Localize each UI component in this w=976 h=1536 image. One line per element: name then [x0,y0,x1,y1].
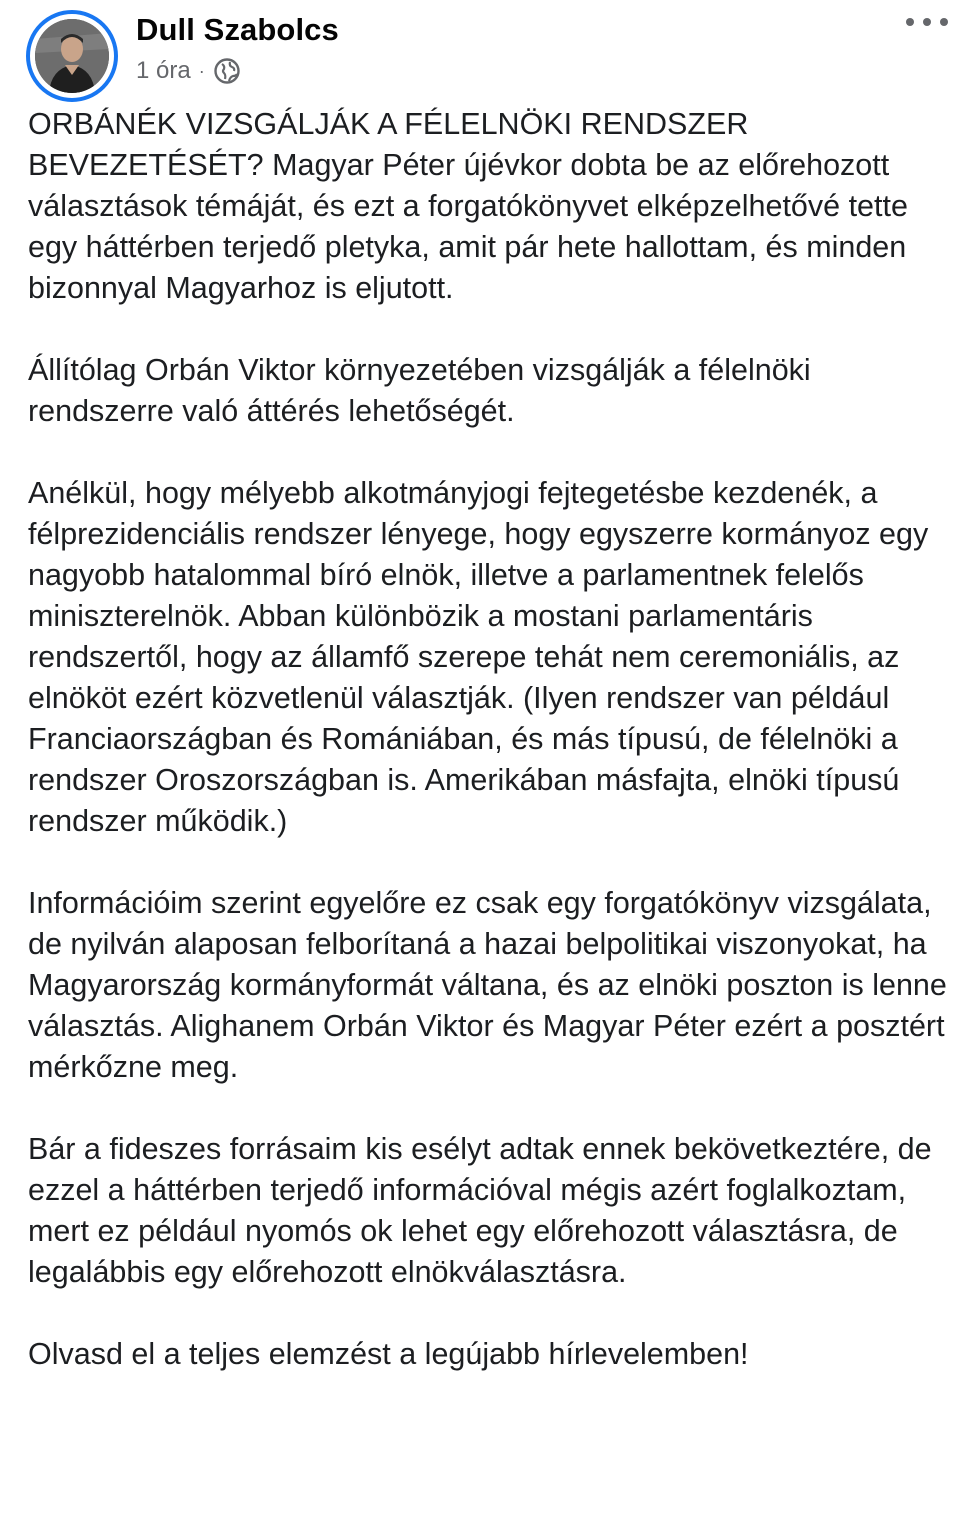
post-meta [136,56,241,86]
globe-icon[interactable] [213,57,241,85]
post-body [28,104,958,1416]
post-timestamp[interactable]: 1 óra [136,57,191,84]
avatar[interactable] [35,19,109,93]
post-paragraph: Állítólag Orbán Viktor környezetében vizsgálják a félelnöki rendszerre való áttérés lehetőségét. [28,353,811,428]
author-name[interactable]: Dull Szabolcs [136,12,339,47]
post-paragraph: Információim szerint egyelőre ez csak egy forgatókönyv vizsgálata, de nyilván alaposan felborítaná a hazai belpolitikai viszonyokat, ha Magyarország kormányformát váltana, és az elnöki poszton is lenne választás. Alighanem Orbán Viktor és Magyar Péter ezért a posztért mérkőzne meg. [28,886,947,1084]
post-header [0,0,976,100]
avatar-story-ring[interactable] [26,10,118,102]
post-paragraph: Olvasd el a teljes elemzést a legújabb hírlevelemben! [28,1337,749,1371]
avatar-person-icon [35,19,109,93]
meta-separator: · [198,60,205,81]
post-paragraph: Bár a fideszes forrásaim kis esélyt adtak ennek bekövetkeztére, de ezzel a háttérben terjedő információval mégis azért foglalkoztam, mert ez például nyomós ok lehet egy előrehozott választásra, de legalábbis egy előrehozott elnökválasztásra. [28,1132,932,1289]
more-options-icon[interactable] [906,10,948,34]
post-paragraph: ORBÁNÉK VIZSGÁLJÁK A FÉLELNÖKI RENDSZER BEVEZETÉSÉT? Magyar Péter újévkor dobta be az előrehozott választások témáját, és ezt a forgatókönyvet elképzelhetővé tette egy háttérben terjedő pletyka, amit pár hete hallottam, és minden bizonnyal Magyarhoz is eljutott. [28,107,908,305]
post-paragraph: Anélkül, hogy mélyebb alkotmányjogi fejtegetésbe kezdenék, a félprezidenciális rendszer lényege, hogy egyszerre kormányoz egy nagyobb hatalommal bíró elnök, illetve a parlamentnek felelős miniszterelnök. Abban különbözik a mostani parlamentáris rendszertől, hogy az államfő szerepe tehát nem ceremoniális, az elnököt ezért közvetlenül választják. (Ilyen rendszer van például Franciaországban és Romániában, és más típusú, de félelnöki a rendszer Oroszországban is. Amerikában másfajta, elnöki típusú rendszer működik.) [28,476,929,838]
